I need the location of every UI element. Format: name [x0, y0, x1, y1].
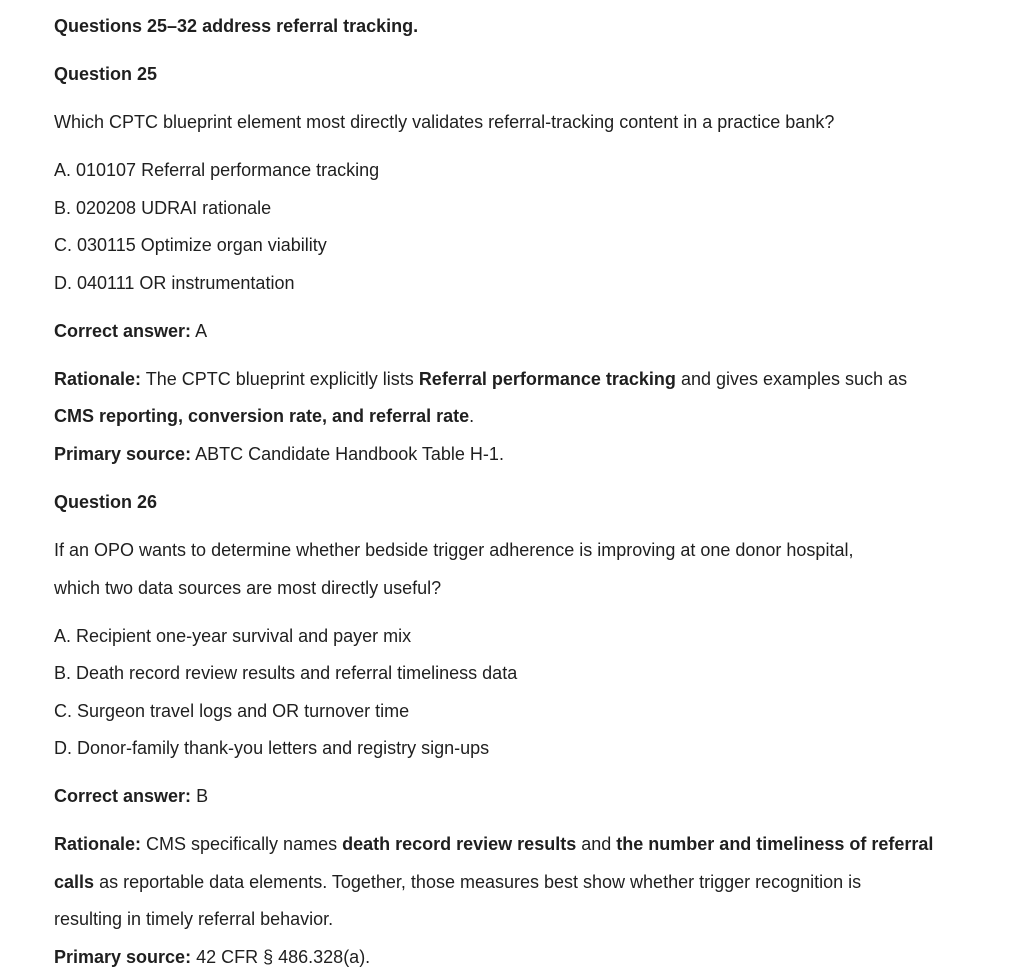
answer-value: A: [195, 321, 208, 341]
answer-label: Correct answer:: [54, 786, 192, 806]
rationale-text: CMS specifically names: [146, 834, 338, 854]
rationale-emphasis: death record review results: [342, 834, 577, 854]
rationale-label: Rationale:: [54, 834, 142, 854]
question-25-rationale-line-2: [54, 404, 474, 428]
question-25-option-a: A. 010107 Referral performance tracking: [54, 160, 380, 180]
source-value: ABTC Candidate Handbook Table H-1.: [195, 444, 504, 464]
question-26-option-b: B. Death record review results and referral timeliness data: [54, 663, 518, 683]
question-26-stem-line-1: If an OPO wants to determine whether bedside trigger adherence is improving at one donor hospital,: [54, 540, 854, 560]
question-26-option-a: A. Recipient one-year survival and payer mix: [54, 626, 412, 646]
rationale-text: as reportable data elements. Together, those measures best show whether trigger recognition is: [99, 872, 862, 892]
question-26-heading: Question 26: [54, 492, 158, 512]
question-25-stem: Which CPTC blueprint element most directly validates referral-tracking content in a practice bank?: [54, 112, 835, 132]
question-26-primary-source: [54, 945, 370, 969]
question-25-option-d: D. 040111 OR instrumentation: [54, 273, 295, 293]
answer-value: B: [196, 786, 209, 806]
question-26-option-d: D. Donor-family thank-you letters and registry sign-ups: [54, 738, 490, 758]
answer-label: Correct answer:: [54, 321, 192, 341]
question-26-stem-line-2: which two data sources are most directly useful?: [54, 578, 442, 598]
question-25-primary-source: [54, 442, 504, 466]
rationale-emphasis: CMS reporting, conversion rate, and referral rate: [54, 406, 470, 426]
rationale-label: Rationale:: [54, 369, 142, 389]
rationale-emphasis: calls: [54, 872, 95, 892]
question-25-option-b: B. 020208 UDRAI rationale: [54, 198, 272, 218]
question-26-rationale-line-2: [54, 870, 861, 894]
question-25-correct-answer: [54, 319, 207, 343]
question-25-heading: Question 25: [54, 64, 158, 84]
rationale-text: and: [581, 834, 612, 854]
rationale-text: .: [469, 406, 475, 426]
section-intro: Questions 25–32 address referral tracking.: [54, 16, 419, 36]
source-label: Primary source:: [54, 444, 192, 464]
question-26-correct-answer: [54, 784, 208, 808]
rationale-emphasis: Referral performance tracking: [418, 369, 676, 389]
question-26-rationale-line-3: resulting in timely referral behavior.: [54, 909, 334, 929]
question-26-rationale-line-1: [54, 832, 933, 856]
rationale-text: and gives examples such as: [680, 369, 908, 389]
rationale-emphasis: the number and timeliness of referral: [616, 834, 934, 854]
question-25-rationale-line-1: [54, 367, 907, 391]
rationale-text: The CPTC blueprint explicitly lists: [145, 369, 414, 389]
question-25-option-c: C. 030115 Optimize organ viability: [54, 235, 327, 255]
question-26-option-c: C. Surgeon travel logs and OR turnover time: [54, 701, 410, 721]
source-label: Primary source:: [54, 947, 192, 967]
source-value: 42 CFR § 486.328(a).: [196, 947, 371, 967]
